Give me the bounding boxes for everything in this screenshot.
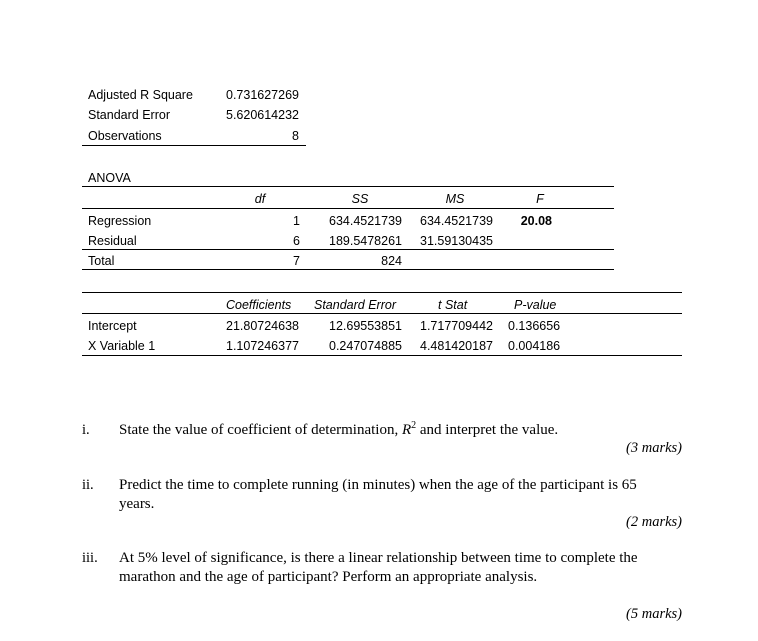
question-text-line: years. xyxy=(119,496,155,512)
divider xyxy=(82,269,614,270)
question-marks: (3 marks) xyxy=(626,440,682,456)
summary-label: Observations xyxy=(88,129,162,143)
summary-value: 5.620614232 xyxy=(226,108,299,122)
coef-header-standard-error: Standard Error xyxy=(314,298,396,312)
summary-label: Standard Error xyxy=(88,108,170,122)
divider xyxy=(82,313,682,314)
divider xyxy=(82,145,306,146)
coef-cell-standard-error: 12.69553851 xyxy=(329,319,402,333)
anova-header-df: df xyxy=(254,192,266,206)
coef-header-t-stat: t Stat xyxy=(438,298,468,312)
question-text-after: and interpret the value. xyxy=(419,422,559,438)
question-superscript: 2 xyxy=(411,420,417,431)
anova-row-label: Residual xyxy=(88,234,137,248)
question-number: i. xyxy=(82,422,90,438)
question-number: iii. xyxy=(82,550,98,566)
anova-row-label: Regression xyxy=(88,214,152,228)
question-text-line: marathon and the age of participant? Perform an appropriate analysis. xyxy=(119,569,538,585)
question-text xyxy=(119,421,558,440)
anova-title: ANOVA xyxy=(88,171,131,185)
coef-row-label: X Variable 1 xyxy=(88,339,156,353)
question-text-line: At 5% level of significance, is there a linear relationship between time to complete the xyxy=(119,550,638,566)
anova-header-f: F xyxy=(536,192,544,206)
divider xyxy=(82,355,682,356)
summary-label: Adjusted R Square xyxy=(88,88,193,102)
summary-value: 0.731627269 xyxy=(226,88,299,102)
question-marks: (2 marks) xyxy=(626,514,682,530)
question-text-line: Predict the time to complete running (in minutes) when the age of the participant is 65 xyxy=(119,477,637,493)
question-number: ii. xyxy=(82,477,94,493)
coef-cell-p-value: 0.004186 xyxy=(508,339,561,353)
anova-header-ss: SS xyxy=(351,192,369,206)
anova-cell-ss: 824 xyxy=(381,254,402,268)
coef-cell-t-stat: 4.481420187 xyxy=(420,339,493,353)
anova-cell-ss: 634.4521739 xyxy=(329,214,402,228)
anova-cell-ms: 634.4521739 xyxy=(420,214,493,228)
summary-value: 8 xyxy=(292,129,299,143)
divider xyxy=(82,292,682,293)
coef-header-coefficients: Coefficients xyxy=(226,298,292,312)
anova-cell-ss: 189.5478261 xyxy=(329,234,402,248)
divider xyxy=(82,208,614,209)
anova-cell-df: 1 xyxy=(293,214,300,228)
question-text-before: State the value of coefficient of determination, xyxy=(119,422,399,438)
coef-header-p-value: P-value xyxy=(514,298,557,312)
coef-cell-coefficient: 1.107246377 xyxy=(226,339,299,353)
coef-row-label: Intercept xyxy=(88,319,137,333)
anova-cell-df: 7 xyxy=(293,254,300,268)
coef-cell-p-value: 0.136656 xyxy=(508,319,561,333)
anova-cell-df: 6 xyxy=(293,234,300,248)
divider xyxy=(82,249,614,250)
anova-header-ms: MS xyxy=(445,192,465,206)
question-marks: (5 marks) xyxy=(626,606,682,622)
question-symbol: R xyxy=(401,422,412,438)
anova-row-label: Total xyxy=(88,254,115,268)
anova-cell-f: 20.08 xyxy=(520,214,552,228)
anova-cell-ms: 31.59130435 xyxy=(420,234,493,248)
divider xyxy=(82,186,614,187)
coef-cell-t-stat: 1.717709442 xyxy=(420,319,493,333)
coef-cell-standard-error: 0.247074885 xyxy=(329,339,402,353)
coef-cell-coefficient: 21.80724638 xyxy=(226,319,299,333)
